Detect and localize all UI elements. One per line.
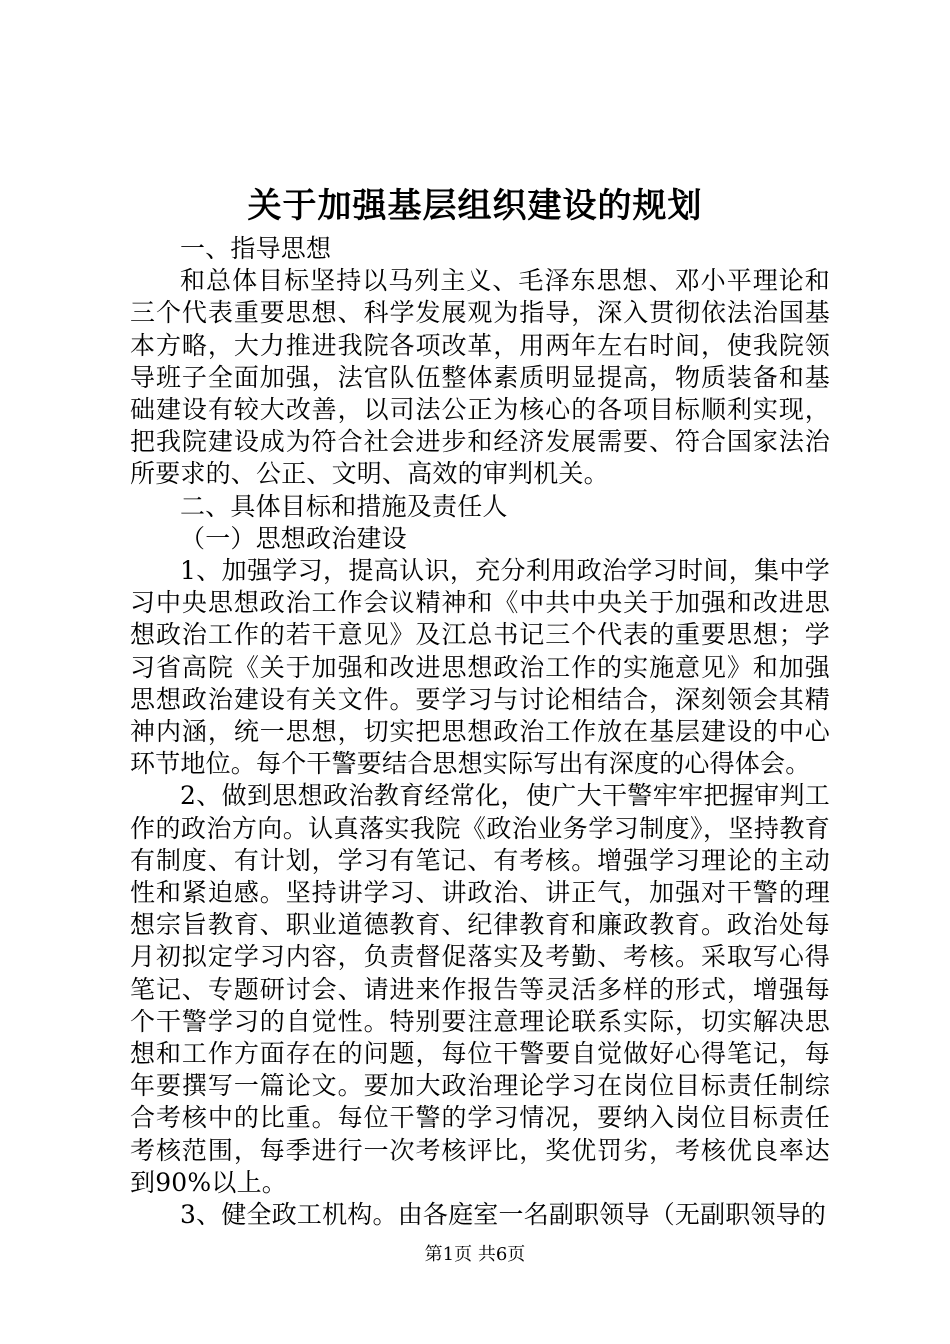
section-heading-specific-goals: 二、具体目标和措施及责任人 [180, 491, 508, 521]
body-paragraph: 2、做到思想政治教育经常化，使广大干警牢牢把握审判工作的政治方向。认真落实我院《政治业务学习制度》，坚持教育有制度、有计划，学习有笔记、有考核。增强学习理论的主动性和紧迫感。坚持讲学习、讲政治、讲正气，加强对干警的理想宗旨教育、职业道德教育、纪律教育和廉政教育。政治处每月初拟定学习内容，负责督促落实及考勤、考核。采取写心得笔记、专题研讨会、请进来作报告等灵活多样的形式，增强每个干警学习的自觉性。特别要注意理论联系实际，切实解决思想和工作方面存在的问题，每位干警要自觉做好心得笔记，每年要撰写一篇论文。要加大政治理论学习在岗位目标责任制综合考核中的比重。每位干警的学习情况，要纳入岗位目标责任考核范围，每季进行一次考核评比，奖优罚劣，考核优良率达到90%以上。 [130, 781, 830, 1197]
document-title: 关于加强基层组织建设的规划 [247, 186, 703, 226]
subsection-heading-ideological-political: （一）思想政治建设 [180, 523, 407, 553]
section-heading-guiding-ideology: 一、指导思想 [180, 234, 332, 263]
document-body [130, 233, 830, 1231]
body-paragraph: 和总体目标坚持以马列主义、毛泽东思想、邓小平理论和三个代表重要思想、科学发展观为指导，深入贯彻依法治国基本方略，大力推进我院各项改革，用两年左右时间，使我院领导班子全面加强，法官队伍整体素质明显提高，物质装备和基础建设有较大改善，以司法公正为核心的各项目标顺利实现，把我院建设成为符合社会进步和经济发展需要、符合国家法治所要求的、公正、文明、高效的审判机关。 [130, 266, 830, 489]
body-paragraph: 1、加强学习，提高认识，充分利用政治学习时间，集中学习中央思想政治工作会议精神和《中共中央关于加强和改进思想政治工作的若干意见》及江总书记三个代表的重要思想；学习省高院《关于加强和改进思想政治工作的实施意见》和加强思想政治建设有关文件。要学习与讨论相结合，深刻领会其精神内涵，统一思想，切实把思想政治工作放在基层建设的中心环节地位。每个干警要结合思想实际写出有深度的心得体会。 [130, 556, 830, 779]
body-paragraph: 3、健全政工机构。由各庭室一名副职领导（无副职领导的 [180, 1200, 827, 1230]
page-footer: 第1页 共6页 [424, 1244, 526, 1265]
